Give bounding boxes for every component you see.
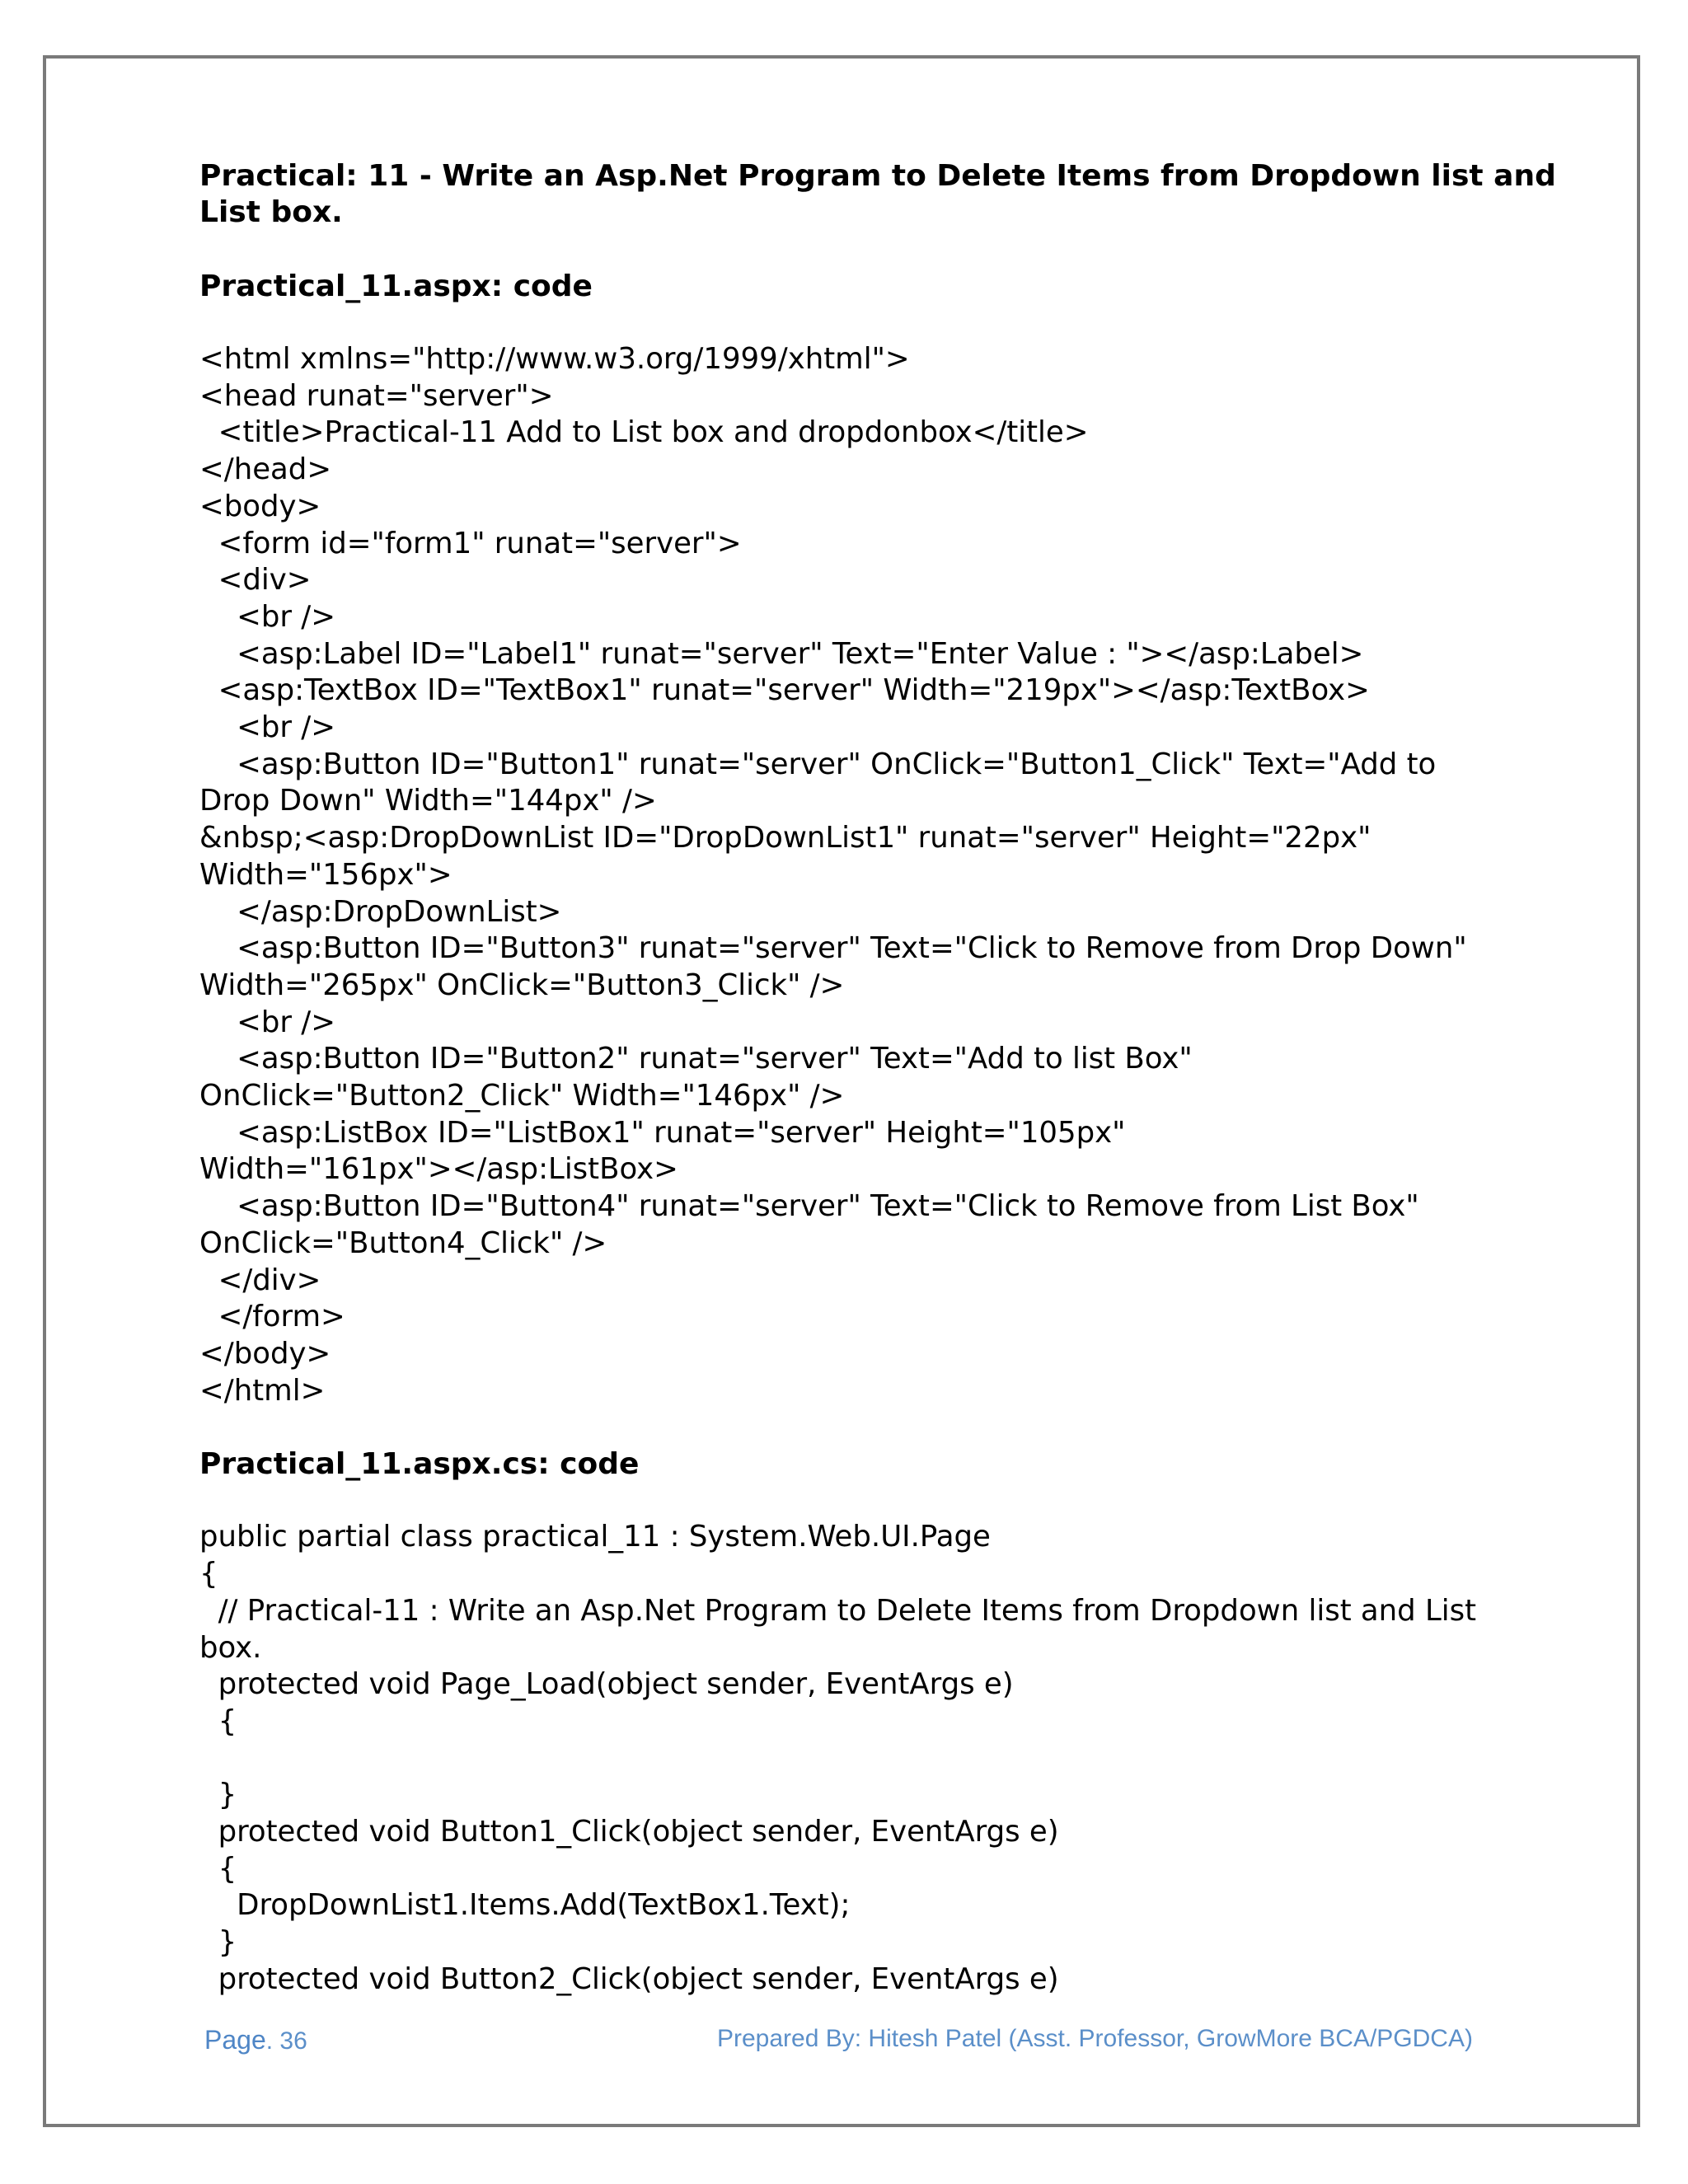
document-body (199, 158, 1601, 1999)
page-number-value: . 36 (265, 2027, 307, 2055)
cs-code-block: public partial class practical_11 : System.Web.UI.Page { // Practical-11 : Write an Asp.Net Program to Delete Items from Dropdown list and List box. protected void Page_Load(object sender, EventArgs e) { } protected void Button1_Click(object sender, EventArgs e) { DropDownList1.Items.Add(TextBox1.Text); } protected void Button2_Click(object sender, EventArgs e) (199, 1520, 1477, 1996)
practical-title: Practical: 11 - Write an Asp.Net Program to Delete Items from Dropdown list and List box. (199, 159, 1556, 229)
page-label: Page (204, 2025, 266, 2055)
prepared-by: Prepared By: Hitesh Patel (Asst. Professor, GrowMore BCA/PGDCA) (717, 2025, 1473, 2052)
aspx-code-block: <html xmlns="http://www.w3.org/1999/xhtml"> <head runat="server"> <title>Practical-11 Add to List box and dropdonbox</title> </head> <body> <form id="form1" runat="server"> <div> <br /> <asp:Label ID="Label1" runat="server" Text="Enter Value : "></asp:Label> <asp:TextBox ID="TextBox1" runat="server" Width="219px"></asp:TextBox> <br /> <asp:Button ID="Button1" runat="server" OnClick="Button1_Click" Text="Add to Drop Down" Width="144px" /> &nbsp;<asp:DropDownList ID="DropDownList1" runat="server" Height="22px" Width="156px"> </asp:DropDownList> <asp:Button ID="Button3" runat="server" Text="Click to Remove from Drop Down" Width="265px" OnClick="Button3_Click" /> <br /> <asp:Button ID="Button2" runat="server" Text="Add to list Box" OnClick="Button2_Click" Width="146px" /> <asp:ListBox ID="ListBox1" runat="server" Height="105px" Width="161px"></asp:ListBox> <asp:Button ID="Button4" runat="server" Text="Click to Remove from List Box" OnClick="Button4_Click" /> </div> </form> </body> </html> (199, 342, 1467, 1408)
page-number (204, 2025, 307, 2055)
aspx-section-heading: Practical_11.aspx: code (199, 269, 593, 303)
cs-section-heading: Practical_11.aspx.cs: code (199, 1447, 640, 1482)
